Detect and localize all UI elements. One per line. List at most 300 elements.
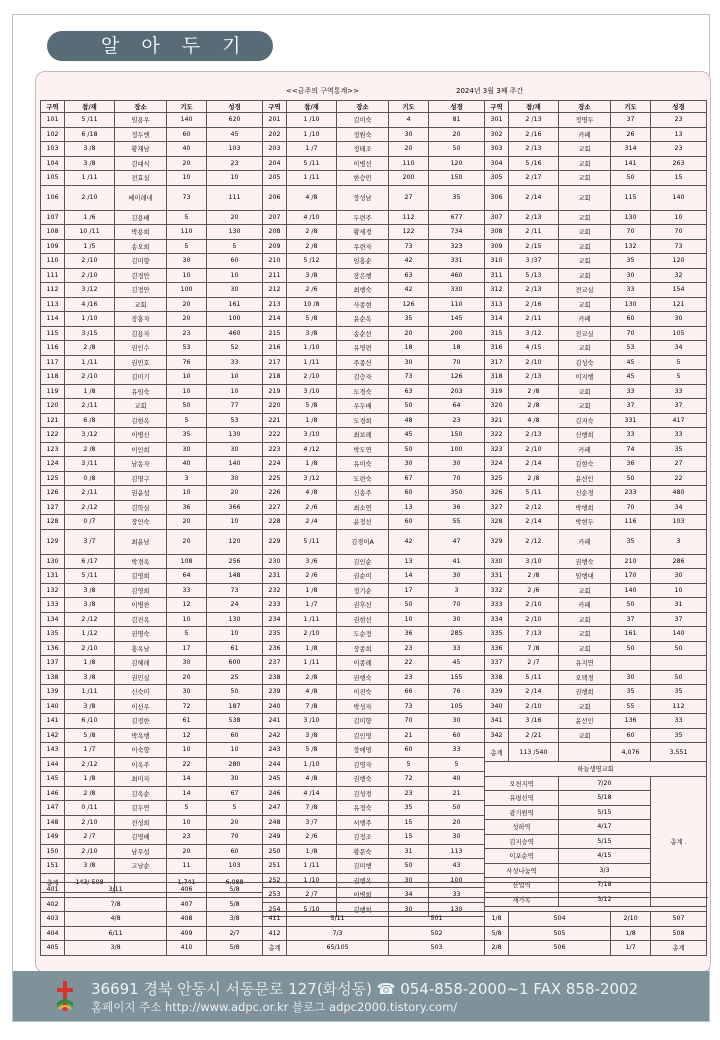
table-row bbox=[485, 670, 707, 685]
table-cell: 2 /10 bbox=[65, 268, 115, 283]
table-cell: 1 /8 bbox=[287, 844, 337, 859]
table-row bbox=[485, 500, 707, 515]
summary-label: 유평선역 bbox=[485, 791, 559, 806]
table-cell: 장성남 bbox=[337, 185, 389, 210]
table-cell: 7 /8 bbox=[287, 699, 337, 714]
table-cell: 김영희 bbox=[115, 583, 167, 598]
table-cell: 2 /12 bbox=[65, 500, 115, 515]
table-cell: 권순미 bbox=[337, 569, 389, 584]
table-cell: 21 bbox=[389, 728, 429, 743]
table-cell: 70 bbox=[429, 598, 485, 613]
table-cell: 125 bbox=[41, 471, 65, 486]
table-row bbox=[41, 326, 263, 341]
table-cell: 45 bbox=[611, 370, 651, 385]
table-cell: 37 bbox=[611, 113, 651, 128]
table-cell: 우련자 bbox=[337, 239, 389, 254]
table-cell: 14 bbox=[389, 569, 429, 584]
table-cell: 1 /8 bbox=[287, 583, 337, 598]
table-cell: 205 bbox=[263, 171, 287, 186]
table-cell: 202 bbox=[263, 127, 287, 142]
table-row bbox=[263, 699, 485, 714]
table-cell: 교회 bbox=[559, 627, 611, 642]
table-cell: 204 bbox=[263, 156, 287, 171]
table-cell: 2 /8 bbox=[65, 442, 115, 457]
column-header: 성경 bbox=[207, 101, 263, 113]
table-cell: 47 bbox=[429, 529, 485, 554]
table-cell: 112 bbox=[389, 210, 429, 225]
table-cell: 2 /10 bbox=[509, 355, 559, 370]
table-cell: 김미행 bbox=[337, 859, 389, 874]
table-row bbox=[41, 844, 263, 859]
table-cell: 43 bbox=[429, 859, 485, 874]
table-cell: 1 /7 bbox=[287, 598, 337, 613]
table-cell: 132 bbox=[611, 239, 651, 254]
table-cell: 7 /8 bbox=[509, 641, 559, 656]
table-cell: 309 bbox=[485, 239, 509, 254]
table-cell: 3 /7 bbox=[65, 529, 115, 554]
table-cell: 505 bbox=[509, 926, 611, 941]
table-cell: 350 bbox=[429, 486, 485, 501]
summary-label: 광기원역 bbox=[485, 805, 559, 820]
table-cell: 243 bbox=[263, 743, 287, 758]
table-header-row bbox=[263, 101, 485, 113]
table-cell: 유정숙 bbox=[337, 801, 389, 816]
table-cell: 장홍자 bbox=[115, 312, 167, 327]
table-cell: 213 bbox=[263, 297, 287, 312]
table-cell: 203 bbox=[263, 142, 287, 157]
table-cell: 140 bbox=[611, 583, 651, 598]
table-cell: 최소연 bbox=[337, 500, 389, 515]
table-cell: 5 bbox=[167, 627, 207, 642]
table-cell: 2 /11 bbox=[65, 399, 115, 414]
table-cell: 229 bbox=[263, 529, 287, 554]
table-cell: 207 bbox=[263, 210, 287, 225]
table-cell: 404 bbox=[41, 926, 65, 941]
table-cell: 최보례 bbox=[337, 428, 389, 443]
column-header: 기도 bbox=[611, 101, 651, 113]
table-row bbox=[485, 529, 707, 554]
table-cell: 1 /11 bbox=[287, 355, 337, 370]
table-row bbox=[263, 268, 485, 283]
table-cell: 501 bbox=[389, 912, 485, 927]
table-cell: 5 bbox=[429, 757, 485, 772]
table-cell: 김정안 bbox=[115, 268, 167, 283]
table-cell: 2 /16 bbox=[509, 127, 559, 142]
table-cell: 2/8 bbox=[485, 941, 509, 956]
table-cell bbox=[651, 656, 707, 671]
table-cell: 7 /8 bbox=[287, 801, 337, 816]
table-row bbox=[41, 656, 263, 671]
table-cell: 130 bbox=[207, 612, 263, 627]
table-cell: 317 bbox=[485, 355, 509, 370]
table-cell: 이옥주 bbox=[115, 757, 167, 772]
table-row bbox=[41, 341, 263, 356]
table-row bbox=[485, 283, 707, 298]
table-cell: 20 bbox=[389, 142, 429, 157]
total-cell bbox=[559, 743, 611, 762]
table-cell: 60 bbox=[167, 127, 207, 142]
table-cell: 35 bbox=[651, 728, 707, 743]
table-cell: 503 bbox=[389, 941, 485, 956]
table-cell: 6 /17 bbox=[65, 554, 115, 569]
table-cell: 81 bbox=[429, 113, 485, 128]
table-cell: 14 bbox=[167, 772, 207, 787]
table-row bbox=[263, 297, 485, 312]
table-cell: 215 bbox=[263, 326, 287, 341]
table-cell: 10 /8 bbox=[287, 297, 337, 312]
table-cell: 12 bbox=[167, 598, 207, 613]
table-cell: 교회 bbox=[559, 254, 611, 269]
table-cell: 이병찬 bbox=[115, 598, 167, 613]
table-cell: 5 bbox=[167, 210, 207, 225]
table-cell: 교회 bbox=[559, 210, 611, 225]
table-header-row bbox=[485, 101, 707, 113]
table-cell: 신숙미 bbox=[115, 685, 167, 700]
table-cell: 2 /14 bbox=[509, 515, 559, 530]
table-cell: 2 /13 bbox=[509, 113, 559, 128]
table-cell: 2 /6 bbox=[287, 500, 337, 515]
table-cell: 104 bbox=[41, 156, 65, 171]
table-cell: 5 /13 bbox=[509, 268, 559, 283]
table-cell: 72 bbox=[167, 699, 207, 714]
table-cell: 3 /8 bbox=[287, 268, 337, 283]
table-cell: 410 bbox=[167, 941, 207, 956]
table-cell: 30 bbox=[429, 714, 485, 729]
table-cell: 222 bbox=[263, 428, 287, 443]
table-cell: 35 bbox=[611, 529, 651, 554]
table-cell: 1 /10 bbox=[65, 312, 115, 327]
table-cell: 13 bbox=[389, 554, 429, 569]
table-cell: 504 bbox=[509, 912, 611, 927]
table-cell: 42 bbox=[389, 254, 429, 269]
table-cell: 4 /8 bbox=[287, 486, 337, 501]
table-cell: 6 /8 bbox=[65, 413, 115, 428]
table-cell: 600 bbox=[207, 656, 263, 671]
table-cell: 송오희 bbox=[115, 239, 167, 254]
table-row bbox=[41, 113, 263, 128]
table-row bbox=[485, 297, 707, 312]
table-cell: 교회 bbox=[559, 268, 611, 283]
table-cell: 77 bbox=[207, 399, 263, 414]
table-cell: 10 bbox=[207, 384, 263, 399]
table-row bbox=[263, 225, 485, 240]
table-cell: 103 bbox=[41, 142, 65, 157]
table-cell: 신순경 bbox=[559, 486, 611, 501]
table-cell: 교회 bbox=[559, 384, 611, 399]
table-cell: 74 bbox=[611, 442, 651, 457]
table-cell: 장애영 bbox=[337, 743, 389, 758]
table-cell: 23 bbox=[167, 830, 207, 845]
table-cell: 70 bbox=[389, 714, 429, 729]
table-cell: 2 /10 bbox=[509, 598, 559, 613]
table-cell: 105 bbox=[429, 699, 485, 714]
table-cell: 2 /8 bbox=[287, 670, 337, 685]
table-cell: 교회 bbox=[559, 225, 611, 240]
table-cell: 권후선 bbox=[337, 598, 389, 613]
table-cell: 이선우 bbox=[115, 699, 167, 714]
table-cell: 26 bbox=[611, 127, 651, 142]
table-row bbox=[263, 612, 485, 627]
table-cell: 권현선 bbox=[337, 612, 389, 627]
district-table-200 bbox=[262, 100, 485, 917]
table-cell: 송순선 bbox=[337, 326, 389, 341]
table-cell: 교회 bbox=[559, 341, 611, 356]
table-cell: 109 bbox=[41, 239, 65, 254]
summary-label: 재가족 bbox=[485, 892, 559, 907]
table-cell: 405 bbox=[41, 941, 65, 956]
table-row bbox=[263, 254, 485, 269]
table-cell: 102 bbox=[41, 127, 65, 142]
column-header: 구역 bbox=[263, 101, 287, 113]
table-cell: 210 bbox=[263, 254, 287, 269]
table-cell: 244 bbox=[263, 757, 287, 772]
table-row bbox=[41, 297, 263, 312]
table-cell: 316 bbox=[485, 341, 509, 356]
table-cell: 307 bbox=[485, 210, 509, 225]
table-cell: 116 bbox=[41, 341, 65, 356]
table-cell: 141 bbox=[41, 714, 65, 729]
table-cell: 35 bbox=[167, 428, 207, 443]
summary-value: 5/18 bbox=[559, 791, 651, 806]
table-cell: 319 bbox=[485, 384, 509, 399]
total-cell: 총계 bbox=[485, 743, 509, 762]
table-cell: 214 bbox=[263, 312, 287, 327]
table-cell: 김용자 bbox=[115, 326, 167, 341]
table-cell: 33 bbox=[429, 641, 485, 656]
table-row bbox=[485, 714, 707, 729]
table-cell: 김영배 bbox=[115, 830, 167, 845]
table-cell: 412 bbox=[263, 926, 287, 941]
district-table-300 bbox=[484, 100, 707, 907]
table-cell: 3 /11 bbox=[65, 457, 115, 472]
table-cell: 5 bbox=[167, 413, 207, 428]
table-cell: 233 bbox=[611, 486, 651, 501]
table-cell: 30 bbox=[389, 127, 429, 142]
table-cell: 김성경 bbox=[337, 786, 389, 801]
table-cell: 5/8 bbox=[485, 926, 509, 941]
table-cell: 권민실 bbox=[115, 670, 167, 685]
table-cell: 3 /8 bbox=[65, 142, 115, 157]
table-cell: 김학실 bbox=[115, 500, 167, 515]
table-cell: 15 bbox=[389, 830, 429, 845]
table-cell: 406 bbox=[167, 883, 207, 898]
table-cell: 70 bbox=[429, 471, 485, 486]
table-cell: 7/8 bbox=[65, 897, 167, 912]
table-cell: 111 bbox=[41, 268, 65, 283]
table-cell: 50 bbox=[429, 142, 485, 157]
table-cell: 박현두 bbox=[559, 515, 611, 530]
table-cell: 108 bbox=[41, 225, 65, 240]
table-cell: 36 bbox=[389, 627, 429, 642]
table-row bbox=[41, 801, 263, 816]
table-cell: 127 bbox=[41, 500, 65, 515]
table-cell: 3 /8 bbox=[65, 156, 115, 171]
table-cell: 1 /12 bbox=[65, 627, 115, 642]
table-cell: 234 bbox=[263, 612, 287, 627]
table-cell: 72 bbox=[389, 772, 429, 787]
table-cell: 130 bbox=[611, 210, 651, 225]
table-cell: 남무섭 bbox=[115, 844, 167, 859]
table-cell: 4 /8 bbox=[287, 685, 337, 700]
table-cell: 13 bbox=[389, 500, 429, 515]
table-cell: 122 bbox=[41, 428, 65, 443]
table-cell: 308 bbox=[485, 225, 509, 240]
table-cell: 1 /5 bbox=[65, 239, 115, 254]
table-cell: 22 bbox=[167, 757, 207, 772]
table-cell: 권인수 bbox=[115, 341, 167, 356]
table-cell: 224 bbox=[263, 457, 287, 472]
table-cell: 20 bbox=[167, 670, 207, 685]
table-cell: 23 bbox=[389, 641, 429, 656]
column-header: 장소 bbox=[115, 101, 167, 113]
table-cell: 129 bbox=[41, 529, 65, 554]
table-cell: 140 bbox=[651, 627, 707, 642]
table-cell: 2 /17 bbox=[509, 171, 559, 186]
summary-row bbox=[485, 776, 707, 791]
table-row bbox=[263, 641, 485, 656]
heading-date: 2024년 3월 3째 주간 bbox=[456, 87, 524, 95]
table-row bbox=[263, 815, 485, 830]
table-cell: 5 /8 bbox=[287, 399, 337, 414]
table-cell: 2 /10 bbox=[65, 254, 115, 269]
table-cell: 2 /8 bbox=[287, 239, 337, 254]
table-cell: 임용우 bbox=[115, 113, 167, 128]
table-cell: 2 /8 bbox=[509, 384, 559, 399]
table-cell: 33 bbox=[429, 743, 485, 758]
table-cell: 187 bbox=[207, 699, 263, 714]
table-cell: 권행옥 bbox=[337, 873, 389, 888]
table-cell: 64 bbox=[167, 569, 207, 584]
table-cell: 122 bbox=[389, 225, 429, 240]
table-cell: 5 bbox=[651, 355, 707, 370]
table-cell: 126 bbox=[429, 370, 485, 385]
table-row bbox=[41, 471, 263, 486]
table-cell: 409 bbox=[167, 926, 207, 941]
table-cell: 3 bbox=[167, 471, 207, 486]
table-row bbox=[485, 515, 707, 530]
table-cell: 두련주 bbox=[337, 210, 389, 225]
table-cell: 120 bbox=[207, 529, 263, 554]
table-cell: 50 bbox=[611, 471, 651, 486]
table-cell: 도순정 bbox=[337, 627, 389, 642]
table-cell: 1 /11 bbox=[287, 859, 337, 874]
table-cell: 카페 bbox=[559, 529, 611, 554]
table-cell: 154 bbox=[651, 283, 707, 298]
table-cell: 230 bbox=[263, 554, 287, 569]
table-cell: 4 /16 bbox=[65, 297, 115, 312]
table-cell: 4/8 bbox=[65, 912, 167, 927]
table-cell: 329 bbox=[485, 529, 509, 554]
table-cell: 교회 bbox=[559, 583, 611, 598]
table-cell: 20 bbox=[207, 486, 263, 501]
table-cell: 1/8 bbox=[611, 926, 651, 941]
table-cell: 1 /11 bbox=[287, 612, 337, 627]
table-row bbox=[263, 127, 485, 142]
table-cell: 5 /12 bbox=[287, 254, 337, 269]
table-cell: 42 bbox=[389, 529, 429, 554]
table-cell: 251 bbox=[263, 859, 287, 874]
table-row bbox=[41, 743, 263, 758]
table-cell: 231 bbox=[263, 569, 287, 584]
table-cell: 7 /13 bbox=[509, 627, 559, 642]
table-cell: 45 bbox=[611, 355, 651, 370]
table-cell: 140 bbox=[41, 699, 65, 714]
table-cell: 37 bbox=[651, 612, 707, 627]
table-cell: 2 /12 bbox=[65, 612, 115, 627]
table-row bbox=[485, 326, 707, 341]
table-row bbox=[263, 515, 485, 530]
table-cell: 31 bbox=[389, 844, 429, 859]
section-title: 알 아 두 기 bbox=[47, 31, 273, 61]
table-cell: 교회 bbox=[115, 297, 167, 312]
table-cell: 5 /11 bbox=[287, 156, 337, 171]
table-cell: 6 /10 bbox=[65, 714, 115, 729]
table-cell: 247 bbox=[263, 801, 287, 816]
table-cell: 237 bbox=[263, 656, 287, 671]
table-cell: 50 bbox=[611, 171, 651, 186]
table-cell: 147 bbox=[41, 801, 65, 816]
table-cell: 2 /14 bbox=[509, 185, 559, 210]
table-cell: 200 bbox=[429, 326, 485, 341]
table-cell: 203 bbox=[429, 384, 485, 399]
table-cell: 40 bbox=[167, 457, 207, 472]
table-cell: 411 bbox=[263, 912, 287, 927]
column-header: 구역 bbox=[41, 101, 65, 113]
table-row bbox=[485, 113, 707, 128]
table-cell: 1 /11 bbox=[65, 355, 115, 370]
table-cell: 142 bbox=[41, 728, 65, 743]
total-cell: 1,741 bbox=[167, 873, 207, 892]
table-cell: 3 /10 bbox=[287, 428, 337, 443]
table-cell: 20 bbox=[167, 515, 207, 530]
table-row bbox=[263, 830, 485, 845]
table-cell: 윤선인 bbox=[559, 471, 611, 486]
table-cell: 1 /10 bbox=[287, 757, 337, 772]
statistics-panel bbox=[35, 71, 711, 973]
table-cell: 50 bbox=[207, 685, 263, 700]
table-cell: 35 bbox=[389, 801, 429, 816]
table-row bbox=[263, 171, 485, 186]
table-row bbox=[41, 413, 263, 428]
table-row bbox=[485, 254, 707, 269]
table-cell: 323 bbox=[429, 239, 485, 254]
table-cell: 55 bbox=[611, 699, 651, 714]
table-cell: 134 bbox=[41, 612, 65, 627]
table-cell: 20 bbox=[429, 815, 485, 830]
table-row bbox=[485, 239, 707, 254]
table-cell: 3 /6 bbox=[287, 554, 337, 569]
table-cell: 286 bbox=[651, 554, 707, 569]
table-row bbox=[41, 171, 263, 186]
table-cell: 50 bbox=[651, 670, 707, 685]
table-cell: 2 /10 bbox=[287, 370, 337, 385]
table-cell: 60 bbox=[429, 728, 485, 743]
table-cell: 33 bbox=[611, 428, 651, 443]
table-cell: 이진숙 bbox=[337, 685, 389, 700]
table-cell: 우두배 bbox=[337, 399, 389, 414]
table-cell: 15 bbox=[389, 815, 429, 830]
table-cell: 144 bbox=[41, 757, 65, 772]
table-cell: 25 bbox=[207, 670, 263, 685]
table-row bbox=[263, 554, 485, 569]
table-cell: 10 bbox=[167, 612, 207, 627]
table-cell: 5 /11 bbox=[65, 569, 115, 584]
table-cell: 23 bbox=[389, 786, 429, 801]
table-cell: 2 /10 bbox=[65, 844, 115, 859]
table-row bbox=[41, 254, 263, 269]
table-cell: 4 /8 bbox=[287, 772, 337, 787]
table-cell: 36 bbox=[429, 500, 485, 515]
